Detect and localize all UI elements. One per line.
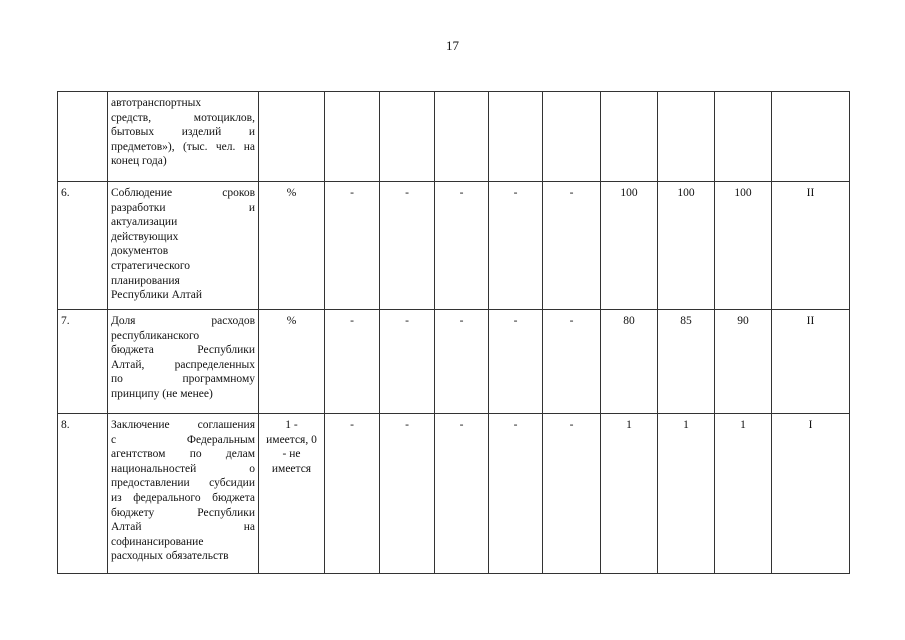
indicator-name-line: бюджету Республики [111, 506, 255, 519]
unit-line: % [286, 187, 297, 199]
indicator-name-line: с Федеральным [111, 433, 255, 446]
value-cell: - [489, 310, 543, 414]
value-cell: - [325, 310, 380, 414]
indicators-table [57, 91, 850, 574]
indicator-name-line: республиканского [111, 329, 200, 342]
value-cell [658, 92, 715, 182]
table-row [58, 92, 850, 182]
unit-line: 1 - [285, 419, 298, 431]
indicator-name-line: бюджета Республики [111, 344, 255, 357]
value-cell: - [325, 414, 380, 574]
value-cell: - [489, 414, 543, 574]
indicator-name [108, 310, 259, 414]
indicator-name-line: агентством по делам [111, 448, 255, 461]
value-cell [543, 92, 601, 182]
value-cell: I [772, 414, 850, 574]
indicator-name-line: конец года) [111, 155, 167, 168]
value-cell: - [543, 414, 601, 574]
value-cell [325, 92, 380, 182]
indicator-name-line: стратегического [111, 259, 191, 272]
indicator-name-line: предоставлении субсидии [111, 477, 255, 490]
indicator-name-line: Доля расходов [111, 315, 255, 327]
value-cell: II [772, 182, 850, 310]
unit-line: имеется, 0 [266, 433, 317, 446]
unit-cell [259, 92, 325, 182]
indicator-name-line: национальностей о [111, 462, 255, 475]
value-cell: - [380, 310, 435, 414]
row-number: 6. [58, 182, 108, 310]
indicator-name-line: принципу (не менее) [111, 387, 213, 400]
indicator-name-line: планирования [111, 274, 180, 287]
indicator-name-line: автотранспортных [111, 97, 202, 109]
value-cell [435, 92, 489, 182]
unit-line: имеется [271, 462, 312, 475]
unit-cell [259, 414, 325, 574]
value-cell: - [435, 182, 489, 310]
indicator-name-line: актуализации [111, 216, 178, 229]
row-number [58, 92, 108, 182]
unit-line: % [286, 315, 297, 327]
value-cell: 100 [601, 182, 658, 310]
value-cell: - [489, 182, 543, 310]
row-number: 7. [58, 310, 108, 414]
value-cell [772, 92, 850, 182]
value-cell: 1 [658, 414, 715, 574]
value-cell [601, 92, 658, 182]
value-cell: - [325, 182, 380, 310]
value-cell: - [543, 310, 601, 414]
value-cell: 90 [715, 310, 772, 414]
indicator-name-line: Алтай на [111, 521, 255, 534]
row-number: 8. [58, 414, 108, 574]
indicator-name-line: Республики Алтай [111, 289, 203, 302]
indicator-name-line: Соблюдение сроков [111, 187, 255, 199]
value-cell: - [380, 182, 435, 310]
indicator-name-line: разработки и [111, 201, 255, 214]
indicator-name [108, 414, 259, 574]
indicator-name-line: расходных обязательств [111, 550, 229, 563]
unit-line: - не [282, 448, 301, 461]
indicator-name [108, 182, 259, 310]
value-cell: 80 [601, 310, 658, 414]
value-cell: 1 [601, 414, 658, 574]
value-cell: - [380, 414, 435, 574]
unit-cell [259, 182, 325, 310]
indicator-name-line: Заключение соглашения [111, 419, 255, 431]
value-cell [380, 92, 435, 182]
value-cell: 100 [658, 182, 715, 310]
indicator-name-line: документов [111, 245, 169, 258]
value-cell: - [435, 414, 489, 574]
value-cell [715, 92, 772, 182]
indicator-name-line: по программному [111, 373, 255, 386]
indicator-name-line: бытовых изделий и [111, 126, 255, 139]
unit-cell [259, 310, 325, 414]
indicator-name-line: предметов»), (тыс. чел. на [111, 140, 255, 153]
value-cell: II [772, 310, 850, 414]
indicator-name-line: средств, мотоциклов, [111, 111, 255, 124]
table-row [58, 414, 850, 574]
value-cell: 85 [658, 310, 715, 414]
value-cell: - [543, 182, 601, 310]
indicator-name-line: софинансирование [111, 535, 204, 548]
value-cell [489, 92, 543, 182]
indicator-name-line: Алтай, распределенных [111, 358, 255, 371]
value-cell: - [435, 310, 489, 414]
indicator-name-line: действующих [111, 230, 179, 243]
table-row [58, 182, 850, 310]
page-number: 17 [446, 38, 459, 53]
value-cell: 100 [715, 182, 772, 310]
table-row [58, 310, 850, 414]
value-cell: 1 [715, 414, 772, 574]
indicator-name-line: из федерального бюджета [111, 491, 255, 504]
indicator-name [108, 92, 259, 182]
